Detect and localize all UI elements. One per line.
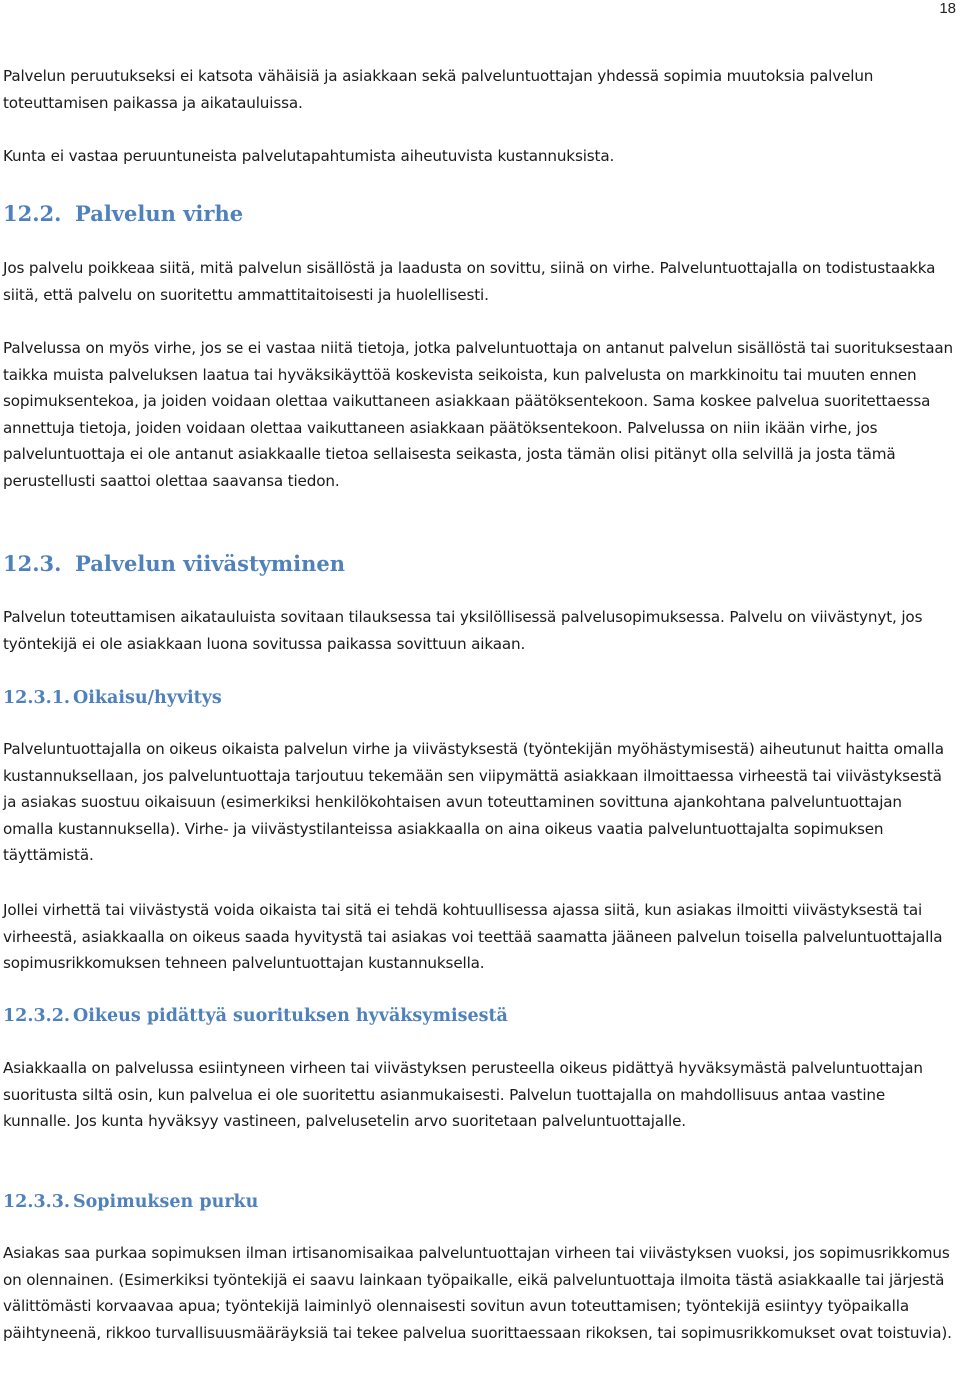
heading-number: 12.3.3.: [3, 1192, 70, 1212]
heading-12-2: [3, 201, 955, 227]
heading-title: Palvelun viivästyminen: [75, 551, 345, 576]
heading-12-3: [3, 551, 955, 577]
section-12-2-paragraph-1: Jos palvelu poikkeaa siitä, mitä palvelun sisällöstä ja laadusta on sovittu, siinä on virhe. Palveluntuottajalla on todistustaakka siitä, että palvelu on suoritettu ammattitaitoisesti ja huolellisesti.: [3, 259, 936, 304]
section-12-3-1-paragraph-1: Palveluntuottajalla on oikeus oikaista palvelun virhe ja viivästyksestä (työntekijän myöhästymisestä) aiheutunut haitta omalla kustannuksellaan, jos palveluntuottaja tarjoutuu tekemään sen viipymättä asiakkaan ilmoittaessa virheestä tai viivästyksestä ja asiakas suostuu oikaisuun (esimerkiksi henkilökohtaisen avun toteuttaminen sovittuna ajankohtana palveluntuottajan omalla kustannuksella). Virhe- ja viivästystilanteissa asiakkaalla on aina oikeus vaatia palveluntuottajalta sopimuksen täyttämistä.: [3, 740, 944, 865]
intro-paragraph-2: Kunta ei vastaa peruuntuneista palvelutapahtumista aiheutuvista kustannuksista.: [3, 147, 615, 165]
section-12-3-3-paragraph-1: Asiakas saa purkaa sopimuksen ilman irtisanomisaikaa palveluntuottajan virheen tai viivästyksen vuoksi, jos sopimusrikkomus on olennainen. (Esimerkiksi työntekijä ei saavu lainkaan työpaikalle, eikä palveluntuottaja ilmoita tästä asiakkaalle tai järjestä välittömästi korvaavaa apua; työntekijä laiminlyö olennaisesti sovitun avun toteuttamisen; työntekijä esiintyy työpaikalla päihtyneenä, rikkoo turvallisuusmääräyksiä tai tekee palvelua suorittaessaan rikoksen, tai sopimusrikkomukset ovat toistuvia).: [3, 1244, 952, 1342]
section-12-2-paragraph-2: Palvelussa on myös virhe, jos se ei vastaa niitä tietoja, jotka palveluntuottaja on antanut palvelun sisällöstä tai suorituksestaan taikka muista palveluksen laatua tai hyväksikäyttöä koskevista seikoista, kun palvelusta on markkinoitu tai muuten ennen sopimuksentekoa, ja joiden voidaan olettaa vaikuttaneen asiakkaan päätöksentekoon. Sama koskee palvelua suoritettaessa annettuja tietoja, joiden voidaan olettaa vaikuttaneen asiakkaan päätöksentekoon. Palvelussa on niin ikään virhe, jos palveluntuottaja ei ole antanut asiakkaalle tietoa sellaisesta seikasta, josta tämän olisi pitänyt olla selvillä ja josta tämä perustellusti saattoi olettaa saavansa tiedon.: [3, 339, 954, 490]
heading-12-3-2: [3, 1004, 955, 1028]
heading-number: 12.3.2.: [3, 1006, 70, 1026]
heading-title: Palvelun virhe: [75, 201, 244, 226]
section-12-3-paragraph-1: Palvelun toteuttamisen aikatauluista sovitaan tilauksessa tai yksilöllisessä palvelusopimuksessa. Palvelu on viivästynyt, jos työntekijä ei ole asiakkaan luona sovitussa paikassa sovittuun aikaan.: [3, 608, 923, 653]
heading-12-3-3: [3, 1190, 955, 1214]
section-12-3-1-paragraph-2: Jollei virhettä tai viivästystä voida oikaista tai sitä ei tehdä kohtuullisessa ajassa siitä, kun asiakas ilmoitti viivästyksestä tai virheestä, asiakkaalla on oikeus saada hyvitystä tai asiakas voi teettää saamatta jääneen palvelun toisella palveluntuottajalla sopimusrikkomuksen tehneen palveluntuottajan kustannuksella.: [3, 901, 943, 973]
heading-title: Sopimuksen purku: [73, 1192, 259, 1212]
heading-number: 12.3.: [3, 551, 62, 576]
heading-number: 12.3.1.: [3, 688, 70, 708]
heading-number: 12.2.: [3, 201, 62, 226]
intro-paragraph-1: Palvelun peruutukseksi ei katsota vähäisiä ja asiakkaan sekä palveluntuottajan yhdessä sopimia muutoksia palvelun toteuttamisen paikassa ja aikatauluissa.: [3, 67, 874, 112]
page-number: 18: [939, 0, 956, 17]
heading-title: Oikeus pidättyä suorituksen hyväksymisestä: [73, 1006, 508, 1026]
section-12-3-2-paragraph-1: Asiakkaalla on palvelussa esiintyneen virheen tai viivästyksen perusteella oikeus pidättyä hyväksymästä palveluntuottajan suoritusta siltä osin, kun palvelua ei ole suoritettu asianmukaisesti. Palvelun tuottajalla on mahdollisuus antaa vastine kunnalle. Jos kunta hyväksyy vastineen, palvelusetelin arvo suoritetaan palveluntuottajalle.: [3, 1059, 923, 1131]
heading-title: Oikaisu/hyvitys: [73, 688, 222, 708]
heading-12-3-1: [3, 686, 955, 710]
